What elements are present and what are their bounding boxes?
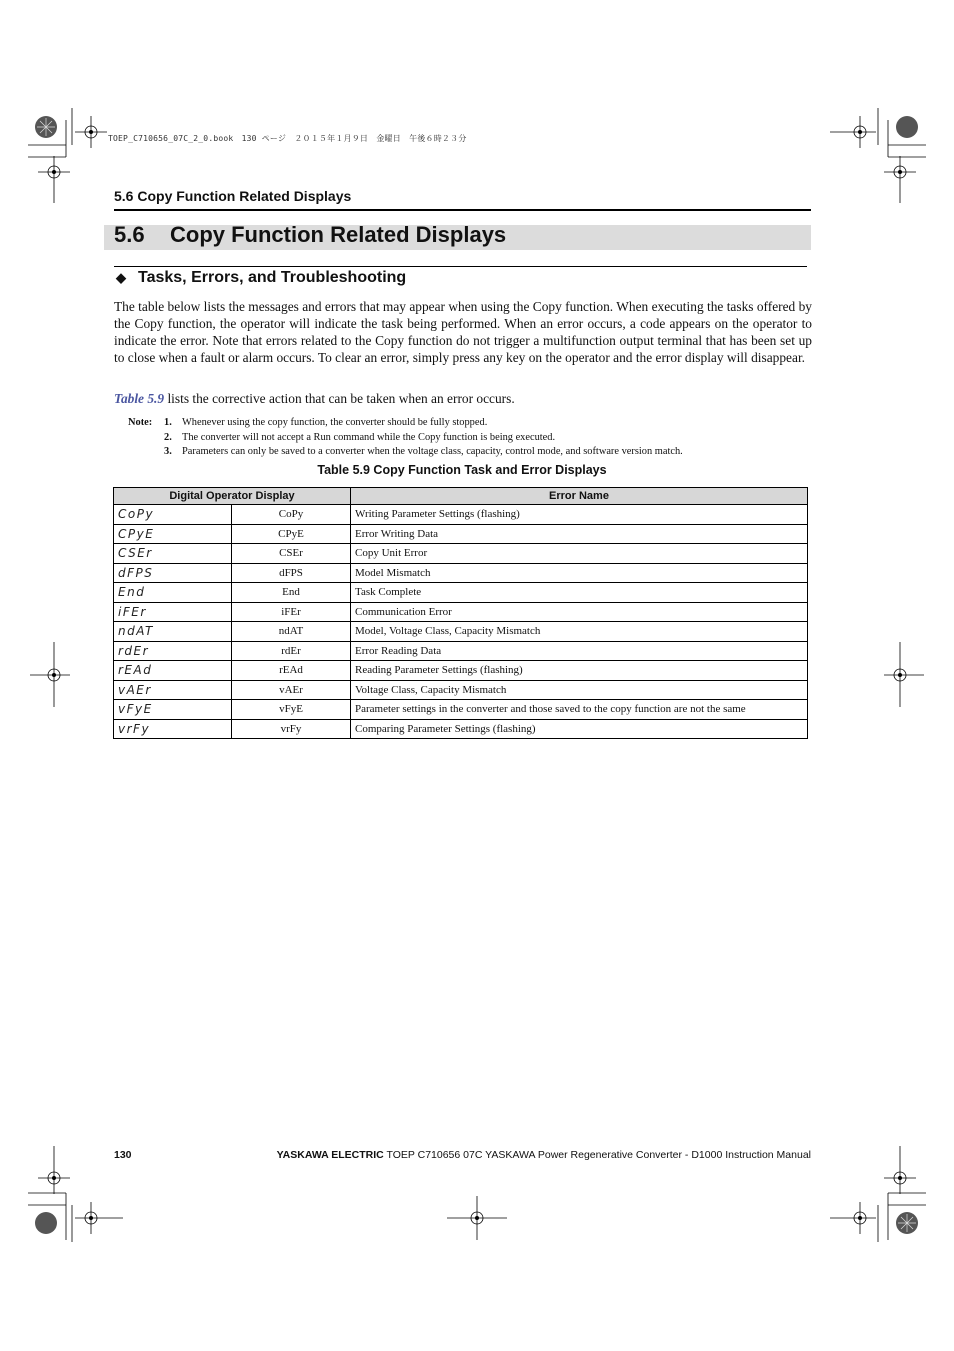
code-cell: ndAT	[232, 622, 351, 642]
code-cell: CPyE	[232, 524, 351, 544]
error-name-cell: Model Mismatch	[351, 563, 808, 583]
notes	[128, 416, 683, 460]
error-name-cell: Communication Error	[351, 602, 808, 622]
segment-display: rdEr	[114, 641, 232, 661]
code-cell: vrFy	[232, 719, 351, 739]
section-number: 5.6	[114, 222, 145, 247]
segment-display: iFEr	[114, 602, 232, 622]
segment-display: CPyE	[114, 524, 232, 544]
note-text: Parameters can only be saved to a converter when the voltage class, capacity, control mode, and software version match.	[182, 446, 683, 457]
error-name-cell: Model, Voltage Class, Capacity Mismatch	[351, 622, 808, 642]
code-cell: rEAd	[232, 661, 351, 681]
segment-display: vrFy	[114, 719, 232, 739]
running-head: 5.6 Copy Function Related Displays	[114, 188, 811, 211]
copy-function-table	[113, 487, 808, 739]
note-text: Whenever using the copy function, the converter should be fully stopped.	[182, 417, 488, 428]
table-row	[114, 622, 808, 642]
segment-display: vFyE	[114, 700, 232, 720]
table-header-row	[114, 488, 808, 505]
table-row	[114, 680, 808, 700]
error-name-cell: Copy Unit Error	[351, 544, 808, 564]
table-caption: Table 5.9 Copy Function Task and Error Displays	[317, 463, 607, 477]
footer-text: TOEP C710656 07C YASKAWA Power Regenerative Converter - D1000 Instruction Manual	[383, 1149, 811, 1161]
table-row	[114, 524, 808, 544]
error-name-cell: Comparing Parameter Settings (flashing)	[351, 719, 808, 739]
page-number: 130	[114, 1149, 132, 1161]
segment-display: CoPy	[114, 505, 232, 525]
footer	[277, 1149, 811, 1161]
note-number: 1.	[164, 417, 172, 428]
code-cell: iFEr	[232, 602, 351, 622]
table-reference-link[interactable]: Table 5.9	[114, 391, 165, 406]
segment-display: CSEr	[114, 544, 232, 564]
subsection-rule	[114, 266, 807, 267]
table-row	[114, 661, 808, 681]
code-cell: CoPy	[232, 505, 351, 525]
note-number: 3.	[164, 446, 172, 457]
code-cell: vFyE	[232, 700, 351, 720]
subsection-heading	[116, 269, 406, 287]
table-row	[114, 700, 808, 720]
code-cell: dFPS	[232, 563, 351, 583]
code-cell: rdEr	[232, 641, 351, 661]
code-cell: vAEr	[232, 680, 351, 700]
error-name-cell: Task Complete	[351, 583, 808, 603]
table-reference-paragraph	[114, 391, 515, 407]
subsection-title: Tasks, Errors, and Troubleshooting	[138, 269, 407, 286]
note-text: The converter will not accept a Run command while the Copy function is being executed.	[182, 431, 556, 443]
error-name-cell: Writing Parameter Settings (flashing)	[351, 505, 808, 525]
error-name-cell: Error Reading Data	[351, 641, 808, 661]
note-number: 2.	[164, 431, 172, 443]
diamond-icon: ◆	[116, 270, 126, 285]
header-error-name: Error Name	[351, 488, 808, 505]
note-item	[128, 431, 683, 446]
error-name-cell: Voltage Class, Capacity Mismatch	[351, 680, 808, 700]
segment-display: rEAd	[114, 661, 232, 681]
header-digital-operator-display: Digital Operator Display	[114, 488, 351, 505]
code-cell: End	[232, 583, 351, 603]
print-info: TOEP_C710656_07C_2_0.book 130 ページ ２０１５年１月９日 金曜日 午後６時２３分	[108, 134, 467, 143]
table-row	[114, 505, 808, 525]
intro-paragraph: The table below lists the messages and errors that may appear when using the Copy function. When executing the tasks offered by the Copy function, the operator will indicate the task being performed. When an error occurs, a code appears on the operator to indicate the error. Note that errors related to the Copy function do not trigger a multifunction output terminal that has been set up to close when a fault or alarm occurs. To clear an error, simply press any key on the operator and the error display will disappear.	[114, 299, 812, 365]
note-item	[128, 445, 683, 460]
table-row	[114, 641, 808, 661]
segment-display: vAEr	[114, 680, 232, 700]
note-item	[128, 416, 683, 431]
footer-brand: YASKAWA ELECTRIC	[276, 1149, 384, 1161]
note-label: Note:	[128, 417, 153, 428]
error-name-cell: Reading Parameter Settings (flashing)	[351, 661, 808, 681]
error-name-cell: Error Writing Data	[351, 524, 808, 544]
code-cell: CSEr	[232, 544, 351, 564]
section-title	[114, 222, 506, 248]
table-row	[114, 583, 808, 603]
table-row	[114, 719, 808, 739]
table-reference-text: lists the corrective action that can be taken when an error occurs.	[164, 391, 515, 406]
segment-display: End	[114, 583, 232, 603]
table-row	[114, 602, 808, 622]
table-row	[114, 544, 808, 564]
segment-display: dFPS	[114, 563, 232, 583]
section-title-text: Copy Function Related Displays	[170, 222, 507, 247]
error-name-cell: Parameter settings in the converter and those saved to the copy function are not the same	[351, 700, 808, 720]
segment-display: ndAT	[114, 622, 232, 642]
table-row	[114, 563, 808, 583]
